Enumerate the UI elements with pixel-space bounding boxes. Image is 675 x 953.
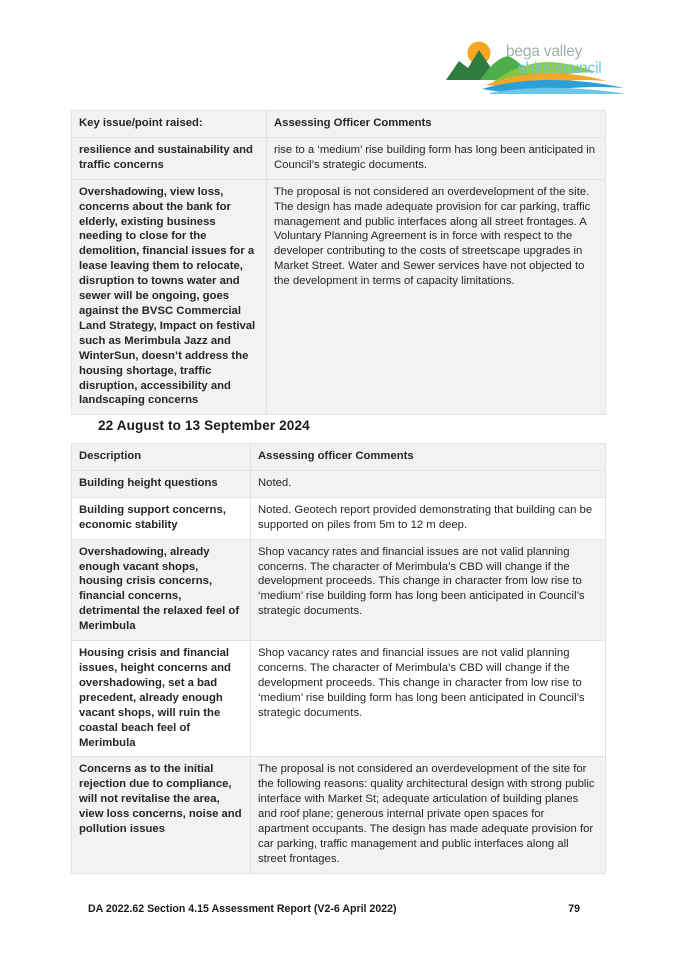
table-row xyxy=(72,137,606,179)
logo-text-line-two: shire council xyxy=(518,59,602,77)
cell-officer-comment: Noted. xyxy=(251,470,606,497)
submissions-table xyxy=(71,443,606,874)
footer-page-number: 79 xyxy=(568,903,580,915)
table-row xyxy=(72,470,606,497)
logo-text-line-one: bega valley xyxy=(506,43,583,60)
column-header-key-issue: Key issue/point raised: xyxy=(72,111,267,138)
footer-document-reference: DA 2022.62 Section 4.15 Assessment Report (V2-6 April 2022) xyxy=(88,903,397,915)
logo-wordmark xyxy=(506,44,634,76)
section-heading-date-range: 22 August to 13 September 2024 xyxy=(98,418,310,433)
cell-description: Building support concerns, economic stability xyxy=(72,497,251,539)
table-row xyxy=(72,757,606,873)
cell-officer-comment: The proposal is not considered an overdevelopment of the site. The design has made adequate provision for car parking, traffic management and public interfaces along all street frontages. A Voluntary Planning Agreement is in force with respect to the developer contributing to the costs of streetscape upgrades in Market Street. Water and Sewer services have not objected to the development in terms of capacity limitations. xyxy=(267,179,606,415)
cell-officer-comment: Noted. Geotech report provided demonstrating that building can be supported on piles from 5m to 12 m deep. xyxy=(251,497,606,539)
table-row xyxy=(72,179,606,415)
table-row xyxy=(72,539,606,640)
cell-key-issue: resilience and sustainability and traffic concerns xyxy=(72,137,267,179)
cell-description: Building height questions xyxy=(72,470,251,497)
column-header-description: Description xyxy=(72,444,251,471)
column-header-officer-comments: Assessing officer Comments xyxy=(251,444,606,471)
cell-description: Overshadowing, already enough vacant shops, housing crisis concerns, financial concerns, detrimental the relaxed feel of Merimbula xyxy=(72,539,251,640)
cell-description: Housing crisis and financial issues, height concerns and overshadowing, set a bad precedent, already enough vacant shops, will ruin the coastal beach feel of Merimbula xyxy=(72,641,251,757)
cell-officer-comment: The proposal is not considered an overdevelopment of the site for the following reasons: quality architectural design with strong public interface with Market St; adequate articulation of building planes and roof plane; generous internal private open spaces for apartment occupants. The design has made adequate provision for car parking, traffic management and public interfaces along all street frontages. xyxy=(251,757,606,873)
key-issues-table xyxy=(71,110,606,415)
table-row xyxy=(72,497,606,539)
cell-officer-comment: Shop vacancy rates and financial issues are not valid planning concerns. The character of Merimbula’s CBD will change if the development proceeds. This change in character from low rise to ‘medium’ rise building form has long been anticipated in Council’s strategic documents. xyxy=(251,641,606,757)
table-header-row xyxy=(72,111,606,138)
bega-valley-shire-council-logo xyxy=(446,36,632,96)
cell-officer-comment: rise to a ‘medium’ rise building form has long been anticipated in Council’s strategic documents. xyxy=(267,137,606,179)
table-row xyxy=(72,641,606,757)
table-header-row xyxy=(72,444,606,471)
cell-description: Concerns as to the initial rejection due to compliance, will not revitalise the area, view loss concerns, noise and pollution issues xyxy=(72,757,251,873)
page-footer xyxy=(88,903,580,915)
cell-officer-comment: Shop vacancy rates and financial issues are not valid planning concerns. The character of Merimbula’s CBD will change if the development proceeds. This change in character from low rise to ‘medium’ rise building form has long been anticipated in Council’s strategic documents. xyxy=(251,539,606,640)
cell-key-issue: Overshadowing, view loss, concerns about the bank for elderly, existing business needing to close for the demolition, financial issues for a lease leaving them to relocate, disruption to towns water and sewer will be ongoing, goes against the BVSC Commercial Land Strategy, Impact on festival such as Merimbula Jazz and WinterSun, doesn’t address the housing shortage, traffic disruption, accessibility and landscaping concerns xyxy=(72,179,267,415)
column-header-officer-comments: Assessing Officer Comments xyxy=(267,111,606,138)
